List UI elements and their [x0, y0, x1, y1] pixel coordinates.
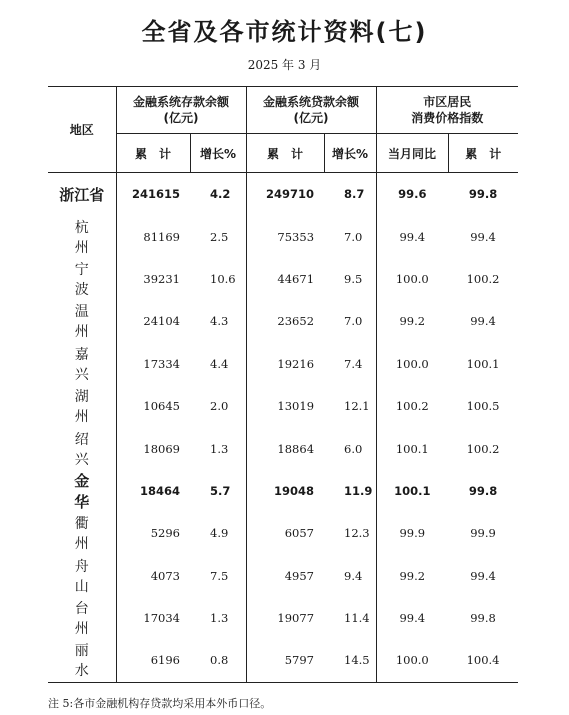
deposit-growth-cell: 2.5 [210, 229, 229, 244]
loan-cell: 23652 [246, 300, 324, 342]
table-row [48, 555, 518, 597]
region-cell: 绍兴 [74, 431, 103, 468]
cpi-month-cell: 99.2 [376, 300, 448, 342]
cpi-month-cell: 99.6 [376, 173, 448, 216]
loan-growth-cell: 14.5 [324, 639, 376, 682]
table-row [48, 300, 518, 342]
cpi-month-cell: 99.9 [376, 512, 448, 554]
header-loan-growth: 增长% [324, 134, 376, 173]
deposit-cell: 4073 [116, 555, 190, 597]
region-cell: 杭州 [74, 219, 103, 256]
table-row [48, 639, 518, 682]
deposit-growth-cell: 5.7 [210, 483, 231, 498]
loan-cell: 19216 [246, 343, 324, 385]
region-cell: 衢州 [74, 516, 103, 553]
deposit-growth-cell: 4.9 [210, 526, 229, 541]
loan-growth-cell: 7.0 [344, 229, 363, 244]
deposit-growth-cell: 7.5 [210, 568, 229, 583]
cpi-month-cell: 99.2 [376, 555, 448, 597]
loan-growth-cell: 12.1 [344, 399, 370, 414]
loan-growth-cell: 6.0 [344, 441, 363, 456]
table-row [48, 173, 518, 216]
loan-cell: 4957 [246, 555, 324, 597]
header-deposit [116, 87, 246, 134]
loan-growth-cell: 8.7 [324, 173, 376, 216]
header-cpi-month: 当月同比 [376, 134, 448, 173]
header-loan-label: 金融系统贷款余额 (亿元) [263, 95, 360, 125]
header-cpi [376, 87, 518, 134]
header-loan [246, 87, 376, 134]
deposit-cell: 81169 [116, 215, 190, 257]
cpi-month-cell: 99.4 [376, 597, 448, 639]
statistics-table [48, 86, 518, 683]
region-cell: 舟山 [74, 558, 103, 595]
region-cell: 温州 [74, 304, 103, 341]
region-cell: 嘉兴 [74, 346, 103, 383]
cpi-cumulative-cell: 99.4 [470, 568, 496, 583]
table-row [48, 215, 518, 257]
deposit-cell: 10645 [116, 385, 190, 427]
loan-cell: 5797 [246, 639, 324, 682]
deposit-cell: 24104 [116, 300, 190, 342]
cpi-cumulative-cell: 99.4 [470, 229, 496, 244]
deposit-growth-cell: 1.3 [210, 441, 229, 456]
deposit-growth-cell: 1.3 [210, 611, 229, 626]
deposit-cell: 17034 [116, 597, 190, 639]
loan-growth-cell: 11.9 [344, 483, 373, 498]
loan-growth-cell: 9.5 [344, 271, 363, 286]
region-cell: 浙江省 [48, 173, 116, 216]
cpi-cumulative-cell: 100.4 [448, 639, 518, 682]
deposit-cell: 39231 [116, 258, 190, 300]
cpi-cumulative-cell: 99.4 [470, 314, 496, 329]
cpi-month-cell: 99.4 [376, 215, 448, 257]
cpi-month-cell: 100.0 [376, 258, 448, 300]
region-cell: 丽水 [48, 639, 116, 682]
cpi-month-cell: 100.1 [376, 470, 448, 512]
cpi-cumulative-cell: 100.2 [466, 441, 500, 456]
deposit-growth-cell: 4.4 [210, 356, 229, 371]
table-row [48, 512, 518, 554]
cpi-cumulative-cell: 100.5 [466, 399, 500, 414]
header-deposit-label: 金融系统存款余额 (亿元) [133, 95, 230, 125]
deposit-growth-cell: 4.2 [190, 173, 246, 216]
report-date: 2025 年 3 月 [247, 58, 322, 72]
deposit-cell: 18464 [116, 470, 190, 512]
cpi-cumulative-cell: 100.2 [466, 271, 500, 286]
deposit-cell: 241615 [116, 173, 190, 216]
loan-cell: 75353 [246, 215, 324, 257]
header-loan-cumulative: 累 计 [246, 134, 324, 173]
deposit-growth-cell: 10.6 [210, 271, 236, 286]
header-region: 地区 [48, 87, 116, 173]
loan-growth-cell: 12.3 [344, 526, 370, 541]
cpi-month-cell: 100.2 [376, 385, 448, 427]
table-row [48, 258, 518, 300]
header-cpi-label: 市区居民 消费价格指数 [411, 95, 484, 125]
cpi-cumulative-cell: 99.8 [470, 611, 496, 626]
deposit-growth-cell: 4.3 [210, 314, 229, 329]
table-row [48, 343, 518, 385]
cpi-cumulative-cell: 99.8 [468, 483, 498, 498]
loan-growth-cell: 7.4 [344, 356, 363, 371]
loan-cell: 249710 [246, 173, 324, 216]
cpi-cumulative-cell: 99.9 [470, 526, 496, 541]
loan-growth-cell: 9.4 [344, 568, 363, 583]
table-row [48, 427, 518, 469]
cpi-cumulative-cell: 99.8 [448, 173, 518, 216]
cpi-month-cell: 100.0 [376, 639, 448, 682]
loan-growth-cell: 11.4 [344, 611, 370, 626]
cpi-month-cell: 100.0 [376, 343, 448, 385]
deposit-cell: 18069 [116, 427, 190, 469]
header-cpi-cumulative: 累 计 [448, 134, 518, 173]
loan-cell: 6057 [246, 512, 324, 554]
region-cell: 台州 [74, 601, 103, 638]
cpi-cumulative-cell: 100.1 [466, 356, 500, 371]
page-title: 全省及各市统计资料(七) [141, 18, 428, 46]
table-row [48, 597, 518, 639]
deposit-growth-cell: 0.8 [190, 639, 246, 682]
deposit-cell: 5296 [116, 512, 190, 554]
loan-cell: 13019 [246, 385, 324, 427]
loan-cell: 44671 [246, 258, 324, 300]
deposit-growth-cell: 2.0 [210, 399, 229, 414]
region-cell: 金华 [74, 471, 104, 511]
loan-cell: 18864 [246, 427, 324, 469]
loan-growth-cell: 7.0 [344, 314, 363, 329]
region-cell: 宁波 [74, 261, 103, 298]
table-row [48, 470, 518, 512]
loan-cell: 19048 [246, 470, 324, 512]
footnote: 注 5:各市金融机构存贷款均采用本外币口径。 [48, 697, 272, 710]
loan-cell: 19077 [246, 597, 324, 639]
table-row [48, 385, 518, 427]
header-deposit-growth: 增长% [190, 134, 246, 173]
cpi-month-cell: 100.1 [376, 427, 448, 469]
header-deposit-cumulative: 累 计 [116, 134, 190, 173]
deposit-cell: 17334 [116, 343, 190, 385]
deposit-cell: 6196 [116, 639, 190, 682]
region-cell: 湖州 [74, 389, 103, 426]
